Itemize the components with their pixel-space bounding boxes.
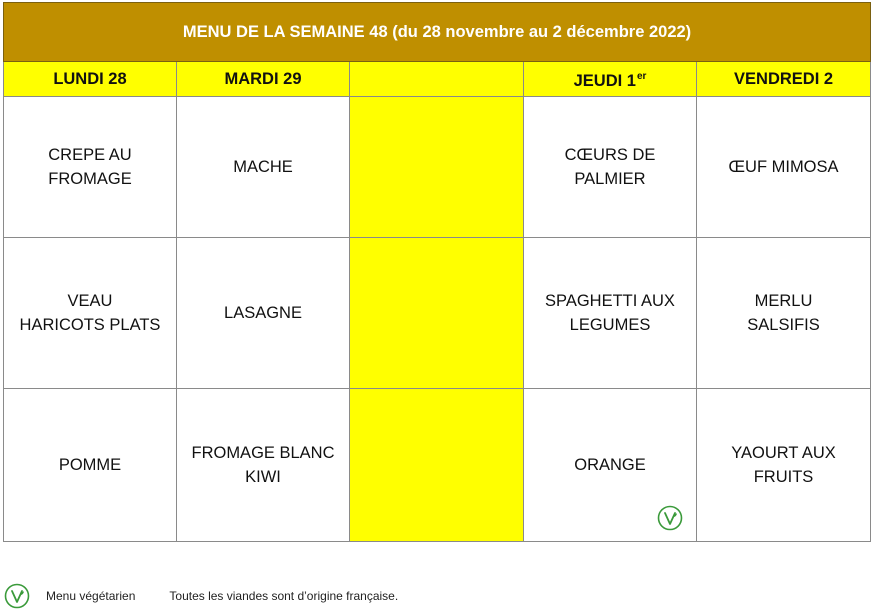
legend bbox=[4, 582, 398, 610]
closed-day-cell bbox=[350, 97, 524, 238]
origin-note: Toutes les viandes sont d’origine française. bbox=[169, 589, 399, 603]
day-label: LUNDI 28 bbox=[53, 70, 127, 88]
day-header-wednesday bbox=[350, 62, 524, 97]
closed-day-cell bbox=[350, 238, 524, 389]
main-course-row bbox=[4, 238, 871, 389]
menu-title: MENU DE LA SEMAINE 48 (du 28 novembre au 2 décembre 2022) bbox=[4, 3, 871, 62]
day-label: MARDI 29 bbox=[224, 70, 302, 88]
dish-text: LASAGNE bbox=[224, 304, 302, 322]
day-header-friday bbox=[697, 62, 871, 97]
starter-row bbox=[4, 97, 871, 238]
vegetarian-icon bbox=[657, 505, 683, 531]
vegetarian-icon bbox=[4, 583, 30, 609]
menu-cell bbox=[4, 389, 177, 542]
dish-text: ŒUF MIMOSA bbox=[728, 158, 839, 176]
menu-cell bbox=[697, 97, 871, 238]
menu-cell bbox=[524, 389, 697, 542]
menu-cell bbox=[524, 97, 697, 238]
dish-text: CREPE AU FROMAGE bbox=[48, 146, 132, 188]
day-header-tuesday bbox=[177, 62, 350, 97]
menu-cell bbox=[697, 238, 871, 389]
menu-cell bbox=[177, 238, 350, 389]
day-label-superscript: er bbox=[636, 71, 647, 82]
day-header-thursday bbox=[524, 62, 697, 97]
dish-text: POMME bbox=[58, 456, 122, 474]
dish-text: VEAU HARICOTS PLATS bbox=[19, 292, 161, 334]
menu-cell bbox=[177, 389, 350, 542]
dish-text: FROMAGE BLANC KIWI bbox=[191, 444, 335, 486]
menu-cell bbox=[524, 238, 697, 389]
dish-text: MERLU SALSIFIS bbox=[747, 292, 820, 334]
menu-cell bbox=[4, 238, 177, 389]
menu-cell bbox=[177, 97, 350, 238]
dish-text: CŒURS DE PALMIER bbox=[564, 146, 656, 188]
day-header-monday bbox=[4, 62, 177, 97]
dish-text: YAOURT AUX FRUITS bbox=[731, 444, 836, 486]
dish-text: MACHE bbox=[233, 158, 293, 176]
menu-cell bbox=[697, 389, 871, 542]
day-label: VENDREDI 2 bbox=[734, 70, 834, 88]
day-label: JEUDI 1 bbox=[573, 72, 636, 90]
dish-text: SPAGHETTI AUX LEGUMES bbox=[545, 292, 675, 334]
closed-day-cell bbox=[350, 389, 524, 542]
legend-label: Menu végétarien bbox=[46, 589, 136, 603]
weekly-menu-table bbox=[3, 2, 871, 542]
dessert-row bbox=[4, 389, 871, 542]
menu-cell bbox=[4, 97, 177, 238]
dish-text: ORANGE bbox=[574, 456, 646, 474]
